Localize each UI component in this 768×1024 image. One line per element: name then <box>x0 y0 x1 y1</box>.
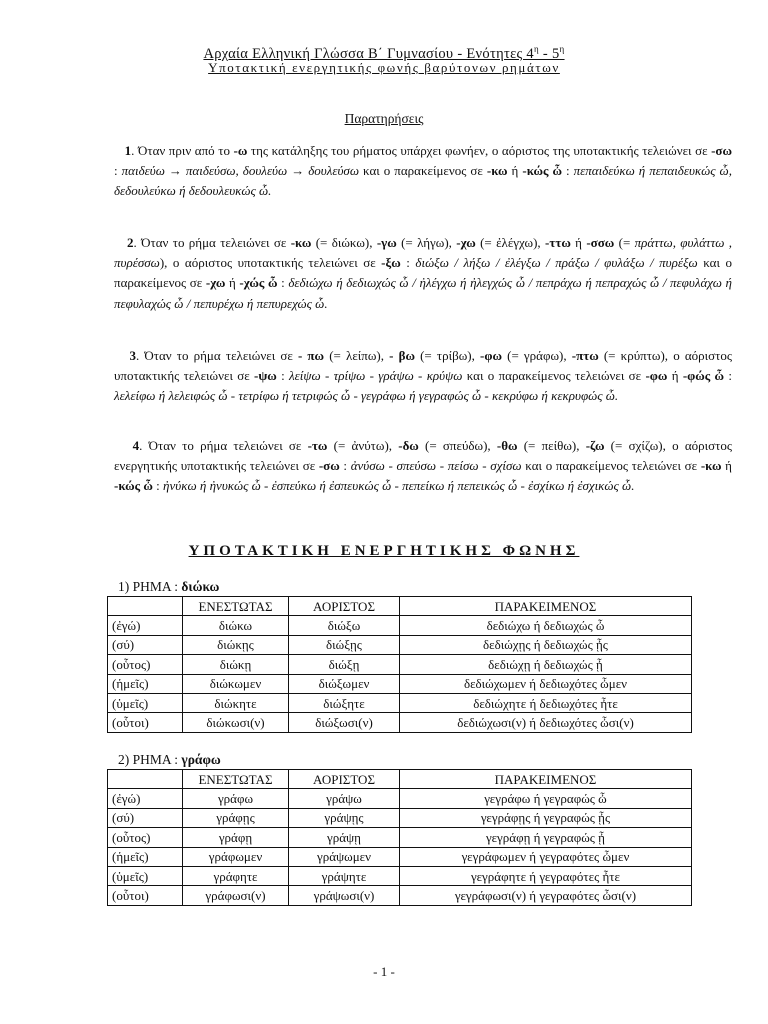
present-cell: διώκωμεν <box>183 674 289 693</box>
aorist-cell: γράψωσι(ν) <box>289 886 400 905</box>
note-paragraph-1: 1. Όταν πριν από το -ω της κατάληξης του ρήματος υπάρχει φωνήεν, ο αόριστος της υποτακτικής τελειώνει σε -σω : παιδεύω → παιδεύσω, δουλεύω → δουλεύσω και ο παρακείμενος σε -κω ή -κώς ὦ : πεπαιδεύκω ή πεπαιδευκώς ὦ, δεδουλεύκω ή δεδουλευκώς ὦ. <box>114 143 732 199</box>
aorist-cell: διώξω <box>289 616 400 635</box>
aorist-cell: διώξητε <box>289 693 400 712</box>
table-row <box>108 635 692 654</box>
perfect-cell: δεδιώχητε ή δεδιωχότες ἦτε <box>400 693 692 712</box>
aorist-cell: διώξῃς <box>289 635 400 654</box>
table-header-cell <box>108 770 183 789</box>
present-cell: διώκητε <box>183 693 289 712</box>
table-row <box>108 616 692 635</box>
aorist-cell: διώξωσι(ν) <box>289 713 400 732</box>
pronoun-cell: (σύ) <box>108 808 183 827</box>
pronoun-cell: (οὗτοι) <box>108 713 183 732</box>
pronoun-cell: (ἐγώ) <box>108 616 183 635</box>
note-paragraph-4: 4. Όταν το ρήμα τελειώνει σε -τω (= ἀνύτω), -δω (= σπεύδω), -θω (= πείθω), -ζω (= σχίζω), ο αόριστος ενεργητικής υποτακτικής τελειώνει σε -σω : ἀνύσω - σπεύσω - πείσω - σχίσω και ο παρακείμενος τελειώνει σε -κω ή -κώς ὦ : ἠνύκω ή ἠνυκώς ὦ - ἐσπεύκω ή ἐσπευκώς ὦ - πεπείκω ή πεπεικώς ὦ - ἐσχίκω ή ἐσχικώς ὦ. <box>114 438 732 494</box>
perfect-cell: γεγράφωμεν ή γεγραφότες ὦμεν <box>400 847 692 866</box>
perfect-cell: γεγράφωσι(ν) ή γεγραφότες ὦσι(ν) <box>400 886 692 905</box>
verb-2-title: 2) ΡΗΜΑ : γράφω <box>118 752 221 767</box>
table-row <box>108 828 692 847</box>
pronoun-cell: (ἐγώ) <box>108 789 183 808</box>
aorist-cell: γράψῃ <box>289 828 400 847</box>
perfect-cell: γεγράφητε ή γεγραφότες ἦτε <box>400 866 692 885</box>
table-header-cell: ΑΟΡΙΣΤΟΣ <box>289 770 400 789</box>
present-cell: γράφῃς <box>183 808 289 827</box>
table-header-cell: ΑΟΡΙΣΤΟΣ <box>289 597 400 616</box>
pronoun-cell: (σύ) <box>108 635 183 654</box>
pronoun-cell: (οὗτοι) <box>108 886 183 905</box>
aorist-cell: γράψω <box>289 789 400 808</box>
aorist-cell: διώξῃ <box>289 655 400 674</box>
table-row <box>108 847 692 866</box>
table-row <box>108 655 692 674</box>
perfect-cell: δεδιώχω ή δεδιωχώς ὦ <box>400 616 692 635</box>
table-header-row <box>108 597 692 616</box>
perfect-cell: γεγράφῃς ή γεγραφώς ᾖς <box>400 808 692 827</box>
table-header-cell: ΠΑΡΑΚΕΙΜΕΝΟΣ <box>400 770 692 789</box>
perfect-cell: γεγράφῃ ή γεγραφώς ᾖ <box>400 828 692 847</box>
pronoun-cell: (ὑμεῖς) <box>108 693 183 712</box>
present-cell: διώκῃ <box>183 655 289 674</box>
note-paragraph-3: 3. Όταν το ρήμα τελειώνει σε - πω (= λείπω), - βω (= τρίβω), -φω (= γράφω), -πτω (= κρύπτω), ο αόριστος υποτακτικής τελειώνει σε -ψω : λείψω - τρίψω - γράψω - κρύψω και ο παρακείμενος τελειώνει σε -φω ή -φώς ὦ : λελείφω ή λελειφώς ὦ - τετρίφω ή τετριφώς ὦ - γεγράφω ή γεγραφώς ὦ - κεκρύφω ή κεκρυφώς ὦ. <box>114 348 733 404</box>
notes-heading: Παρατηρήσεις <box>344 111 424 126</box>
table-row <box>108 713 692 732</box>
table-header-cell: ΕΝΕΣΤΩΤΑΣ <box>183 770 289 789</box>
pronoun-cell: (ἡμεῖς) <box>108 674 183 693</box>
present-cell: γράφω <box>183 789 289 808</box>
table-header-cell: ΕΝΕΣΤΩΤΑΣ <box>183 597 289 616</box>
present-cell: διώκω <box>183 616 289 635</box>
table-row <box>108 866 692 885</box>
verb-2-conjugation-table <box>107 769 692 906</box>
pronoun-cell: (ἡμεῖς) <box>108 847 183 866</box>
perfect-cell: δεδιώχωσι(ν) ή δεδιωχότες ὦσι(ν) <box>400 713 692 732</box>
present-cell: γράφωσι(ν) <box>183 886 289 905</box>
perfect-cell: δεδιώχῃς ή δεδιωχώς ᾖς <box>400 635 692 654</box>
perfect-cell: δεδιώχωμεν ή δεδιωχότες ὦμεν <box>400 674 692 693</box>
aorist-cell: διώξωμεν <box>289 674 400 693</box>
table-row <box>108 674 692 693</box>
verb-1-conjugation-table <box>107 596 692 733</box>
pronoun-cell: (οὗτος) <box>108 655 183 674</box>
present-cell: γράφητε <box>183 866 289 885</box>
aorist-cell: γράψητε <box>289 866 400 885</box>
pronoun-cell: (οὗτος) <box>108 828 183 847</box>
present-cell: γράφωμεν <box>183 847 289 866</box>
document-subtitle: Υποτακτική ενεργητικής φωνής βαρύτονων ρημάτων <box>208 60 560 75</box>
page-number: - 1 - <box>373 964 395 979</box>
document-title: Αρχαία Ελληνική Γλώσσα Β΄ Γυμνασίου - Ενότητες $4^\eta - 5^\eta$ <box>203 44 565 62</box>
aorist-cell: γράψῃς <box>289 808 400 827</box>
table-row <box>108 693 692 712</box>
table-header-row <box>108 770 692 789</box>
note-paragraph-2: 2. Όταν το ρήμα τελειώνει σε -κω (= διώκω), -γω (= λήγω), -χω (= ἐλέγχω), -ττω ή -σσω (= πράττω, φυλάττω , πυρέσσω), ο αόριστος υποτακτικής τελειώνει σε -ξω : διώξω / λήξω / ἐλέγξω / πράξω / φυλάξω / πυρέξω και ο παρακείμενος σε -χω ή -χώς ὦ : δεδιώχω ή δεδιωχώς ὦ / ἠλέγχω ή ἠλεγχώς ὦ / πεπράχω ή πεπραχώς ὦ / πεφυλάχω ή πεφυλαχώς ὦ / πεπυρέχω ή πεπυρεχώς ὦ. <box>114 235 732 311</box>
table-header-cell: ΠΑΡΑΚΕΙΜΕΝΟΣ <box>400 597 692 616</box>
section-title: ΥΠΟΤΑΚΤΙΚΗ ΕΝΕΡΓΗΤΙΚΗΣ ΦΩΝΗΣ <box>188 543 580 559</box>
perfect-cell: γεγράφω ή γεγραφώς ὦ <box>400 789 692 808</box>
perfect-cell: δεδιώχῃ ή δεδιωχώς ᾖ <box>400 655 692 674</box>
pronoun-cell: (ὑμεῖς) <box>108 866 183 885</box>
verb-1-title: 1) ΡΗΜΑ : διώκω <box>118 579 220 594</box>
present-cell: γράφῃ <box>183 828 289 847</box>
table-row <box>108 789 692 808</box>
table-header-cell <box>108 597 183 616</box>
present-cell: διώκωσι(ν) <box>183 713 289 732</box>
aorist-cell: γράψωμεν <box>289 847 400 866</box>
present-cell: διώκῃς <box>183 635 289 654</box>
table-row <box>108 886 692 905</box>
table-row <box>108 808 692 827</box>
